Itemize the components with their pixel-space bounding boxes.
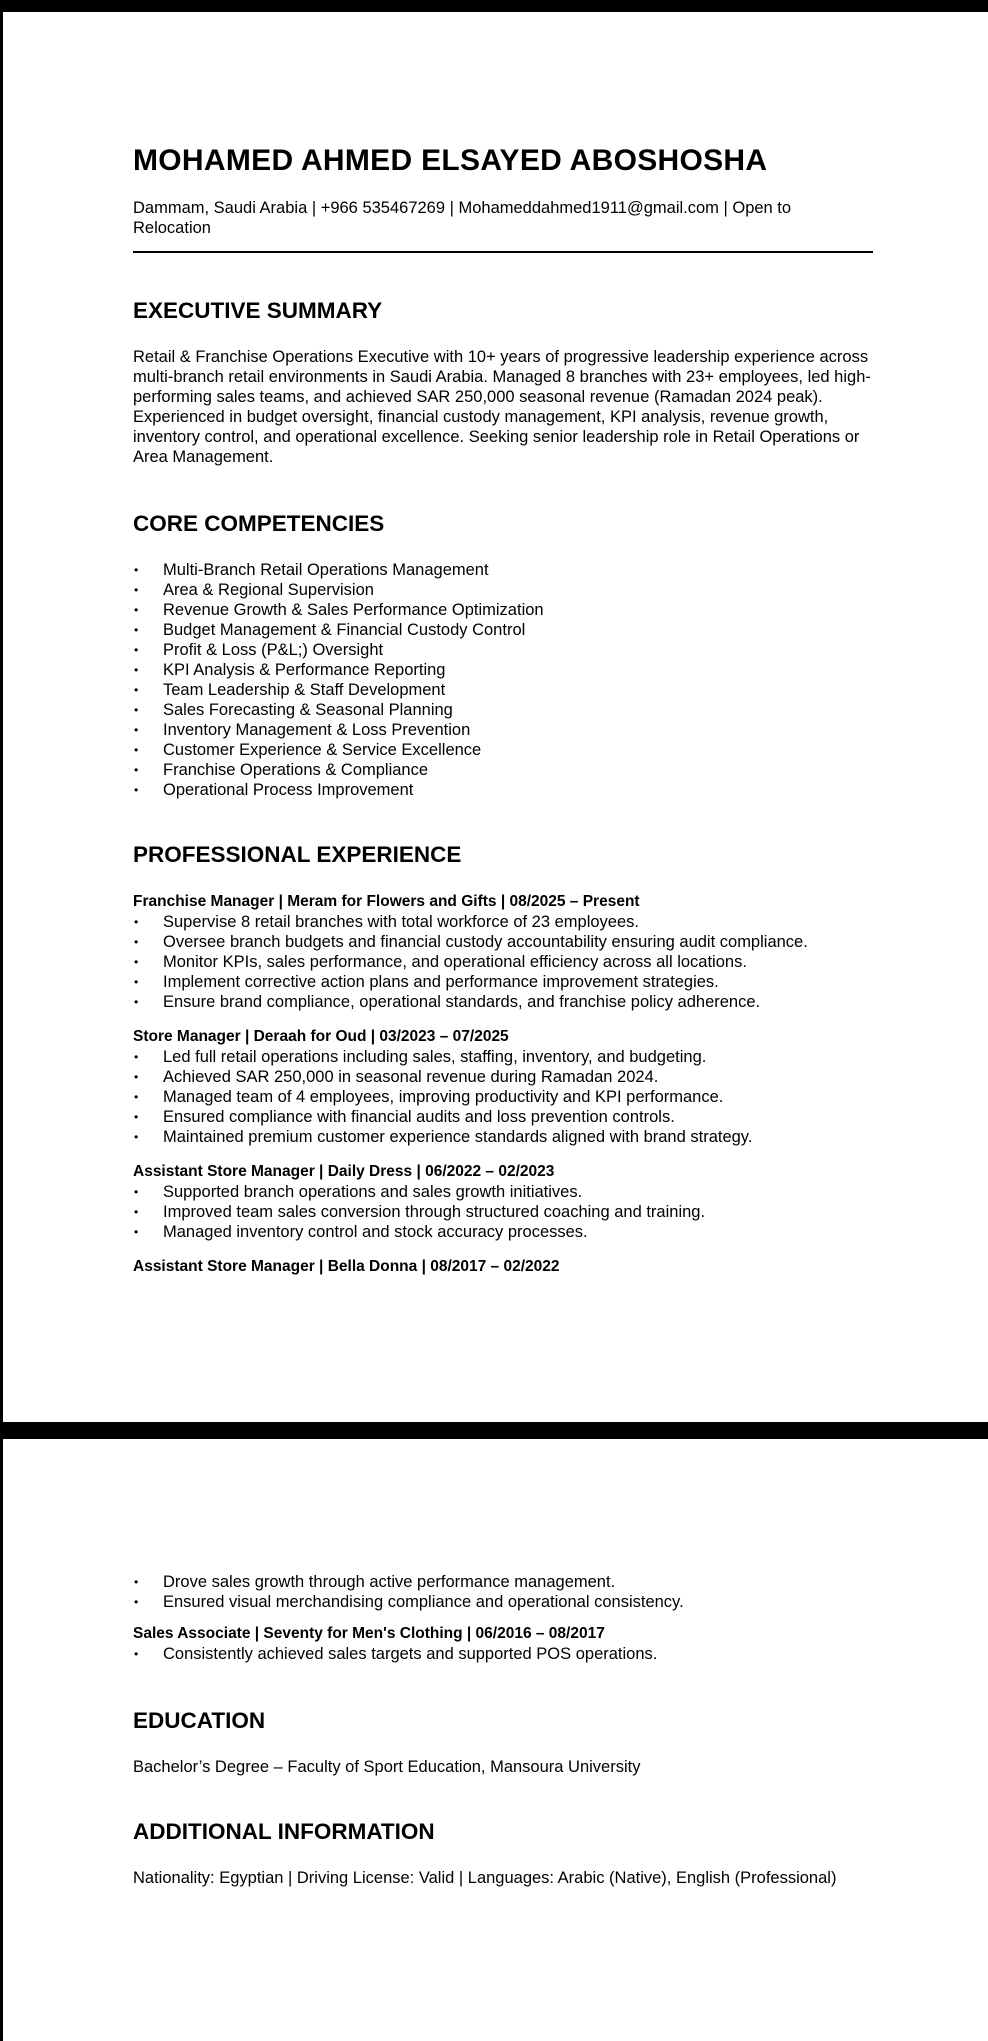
job-title: Store Manager | Deraah for Oud | 03/2023 – 07/2025 [133,1028,509,1045]
list-item: • Franchise Operations & Compliance [133,760,544,780]
list-item: • Profit & Loss (P&L;) Oversight [133,640,544,660]
list-item: • Ensured visual merchandising compliance and operational consistency. [133,1592,684,1612]
list-item: • Monitor KPIs, sales performance, and operational efficiency across all locations. [133,952,808,972]
executive-summary-text: Retail & Franchise Operations Executive with 10+ years of progressive leadership experience across multi-branch retail environments in Saudi Arabia. Managed 8 branches with 23+ employees, led high-performing sales teams, and achieved SAR 250,000 seasonal revenue (Ramadan 2024 peak). Experienced in budget oversight, financial custody management, KPI analysis, revenue growth, inventory control, and operational excellence. Seeking senior leadership role in Retail Operations or Area Management. [133,348,871,466]
list-item: • Ensure brand compliance, operational standards, and franchise policy adherence. [133,992,808,1012]
list-item: • Inventory Management & Loss Prevention [133,720,544,740]
list-item: • Achieved SAR 250,000 in seasonal revenue during Ramadan 2024. [133,1067,752,1087]
job-title: Assistant Store Manager | Bella Donna | 08/2017 – 02/2022 [133,1258,560,1275]
education-text: Bachelor’s Degree – Faculty of Sport Education, Mansoura University [133,1758,641,1776]
list-item: • Customer Experience & Service Excellence [133,740,544,760]
list-item: • Ensured compliance with financial audits and loss prevention controls. [133,1107,752,1127]
job-title: Franchise Manager | Meram for Flowers and Gifts | 08/2025 – Present [133,893,640,910]
list-item: • Revenue Growth & Sales Performance Optimization [133,600,544,620]
list-item: • Supervise 8 retail branches with total workforce of 23 employees. [133,912,808,932]
professional-experience-heading: PROFESSIONAL EXPERIENCE [133,842,462,867]
list-item: • Team Leadership & Staff Development [133,680,544,700]
header-divider [133,251,873,253]
list-item: • Implement corrective action plans and performance improvement strategies. [133,972,808,992]
list-item: • Oversee branch budgets and financial custody accountability ensuring audit compliance. [133,932,808,952]
education-heading: EDUCATION [133,1708,266,1733]
list-item: • Improved team sales conversion through structured coaching and training. [133,1202,705,1222]
job-bullets [133,1047,752,1147]
list-item: • Led full retail operations including sales, staffing, inventory, and budgeting. [133,1047,752,1067]
list-item: • Sales Forecasting & Seasonal Planning [133,700,544,720]
additional-information-heading: ADDITIONAL INFORMATION [133,1819,435,1844]
page-content [133,1439,878,2041]
list-item: • Managed team of 4 employees, improving productivity and KPI performance. [133,1087,752,1107]
resume-page-1 [3,12,988,1422]
job-bullets [133,912,808,1012]
job-title: Sales Associate | Seventy for Men's Clothing | 06/2016 – 08/2017 [133,1625,605,1642]
page-content [133,12,878,1422]
contact-line: Dammam, Saudi Arabia | +966 535467269 | Mohameddahmed1911@gmail.com | Open to Relocation [133,199,792,237]
core-competencies-heading: CORE COMPETENCIES [133,511,385,536]
resume-page-2 [3,1439,988,2041]
executive-summary-heading: EXECUTIVE SUMMARY [133,298,383,323]
list-item: • KPI Analysis & Performance Reporting [133,660,544,680]
list-item: • Operational Process Improvement [133,780,544,800]
list-item: • Maintained premium customer experience standards aligned with brand strategy. [133,1127,752,1147]
job-bullets [133,1182,705,1242]
job-bullets [133,1572,684,1612]
list-item: • Area & Regional Supervision [133,580,544,600]
list-item: • Drove sales growth through active performance management. [133,1572,684,1592]
list-item: • Supported branch operations and sales growth initiatives. [133,1182,705,1202]
candidate-name: MOHAMED AHMED ELSAYED ABOSHOSHA [133,144,768,177]
additional-information-text: Nationality: Egyptian | Driving License: Valid | Languages: Arabic (Native), English (Professional) [133,1869,837,1887]
job-title: Assistant Store Manager | Daily Dress | 06/2022 – 02/2023 [133,1163,555,1180]
job-bullets [133,1644,657,1664]
list-item: • Managed inventory control and stock accuracy processes. [133,1222,705,1242]
list-item: • Consistently achieved sales targets and supported POS operations. [133,1644,657,1664]
competencies-list [133,560,544,800]
list-item: • Budget Management & Financial Custody Control [133,620,544,640]
list-item: • Multi-Branch Retail Operations Management [133,560,544,580]
